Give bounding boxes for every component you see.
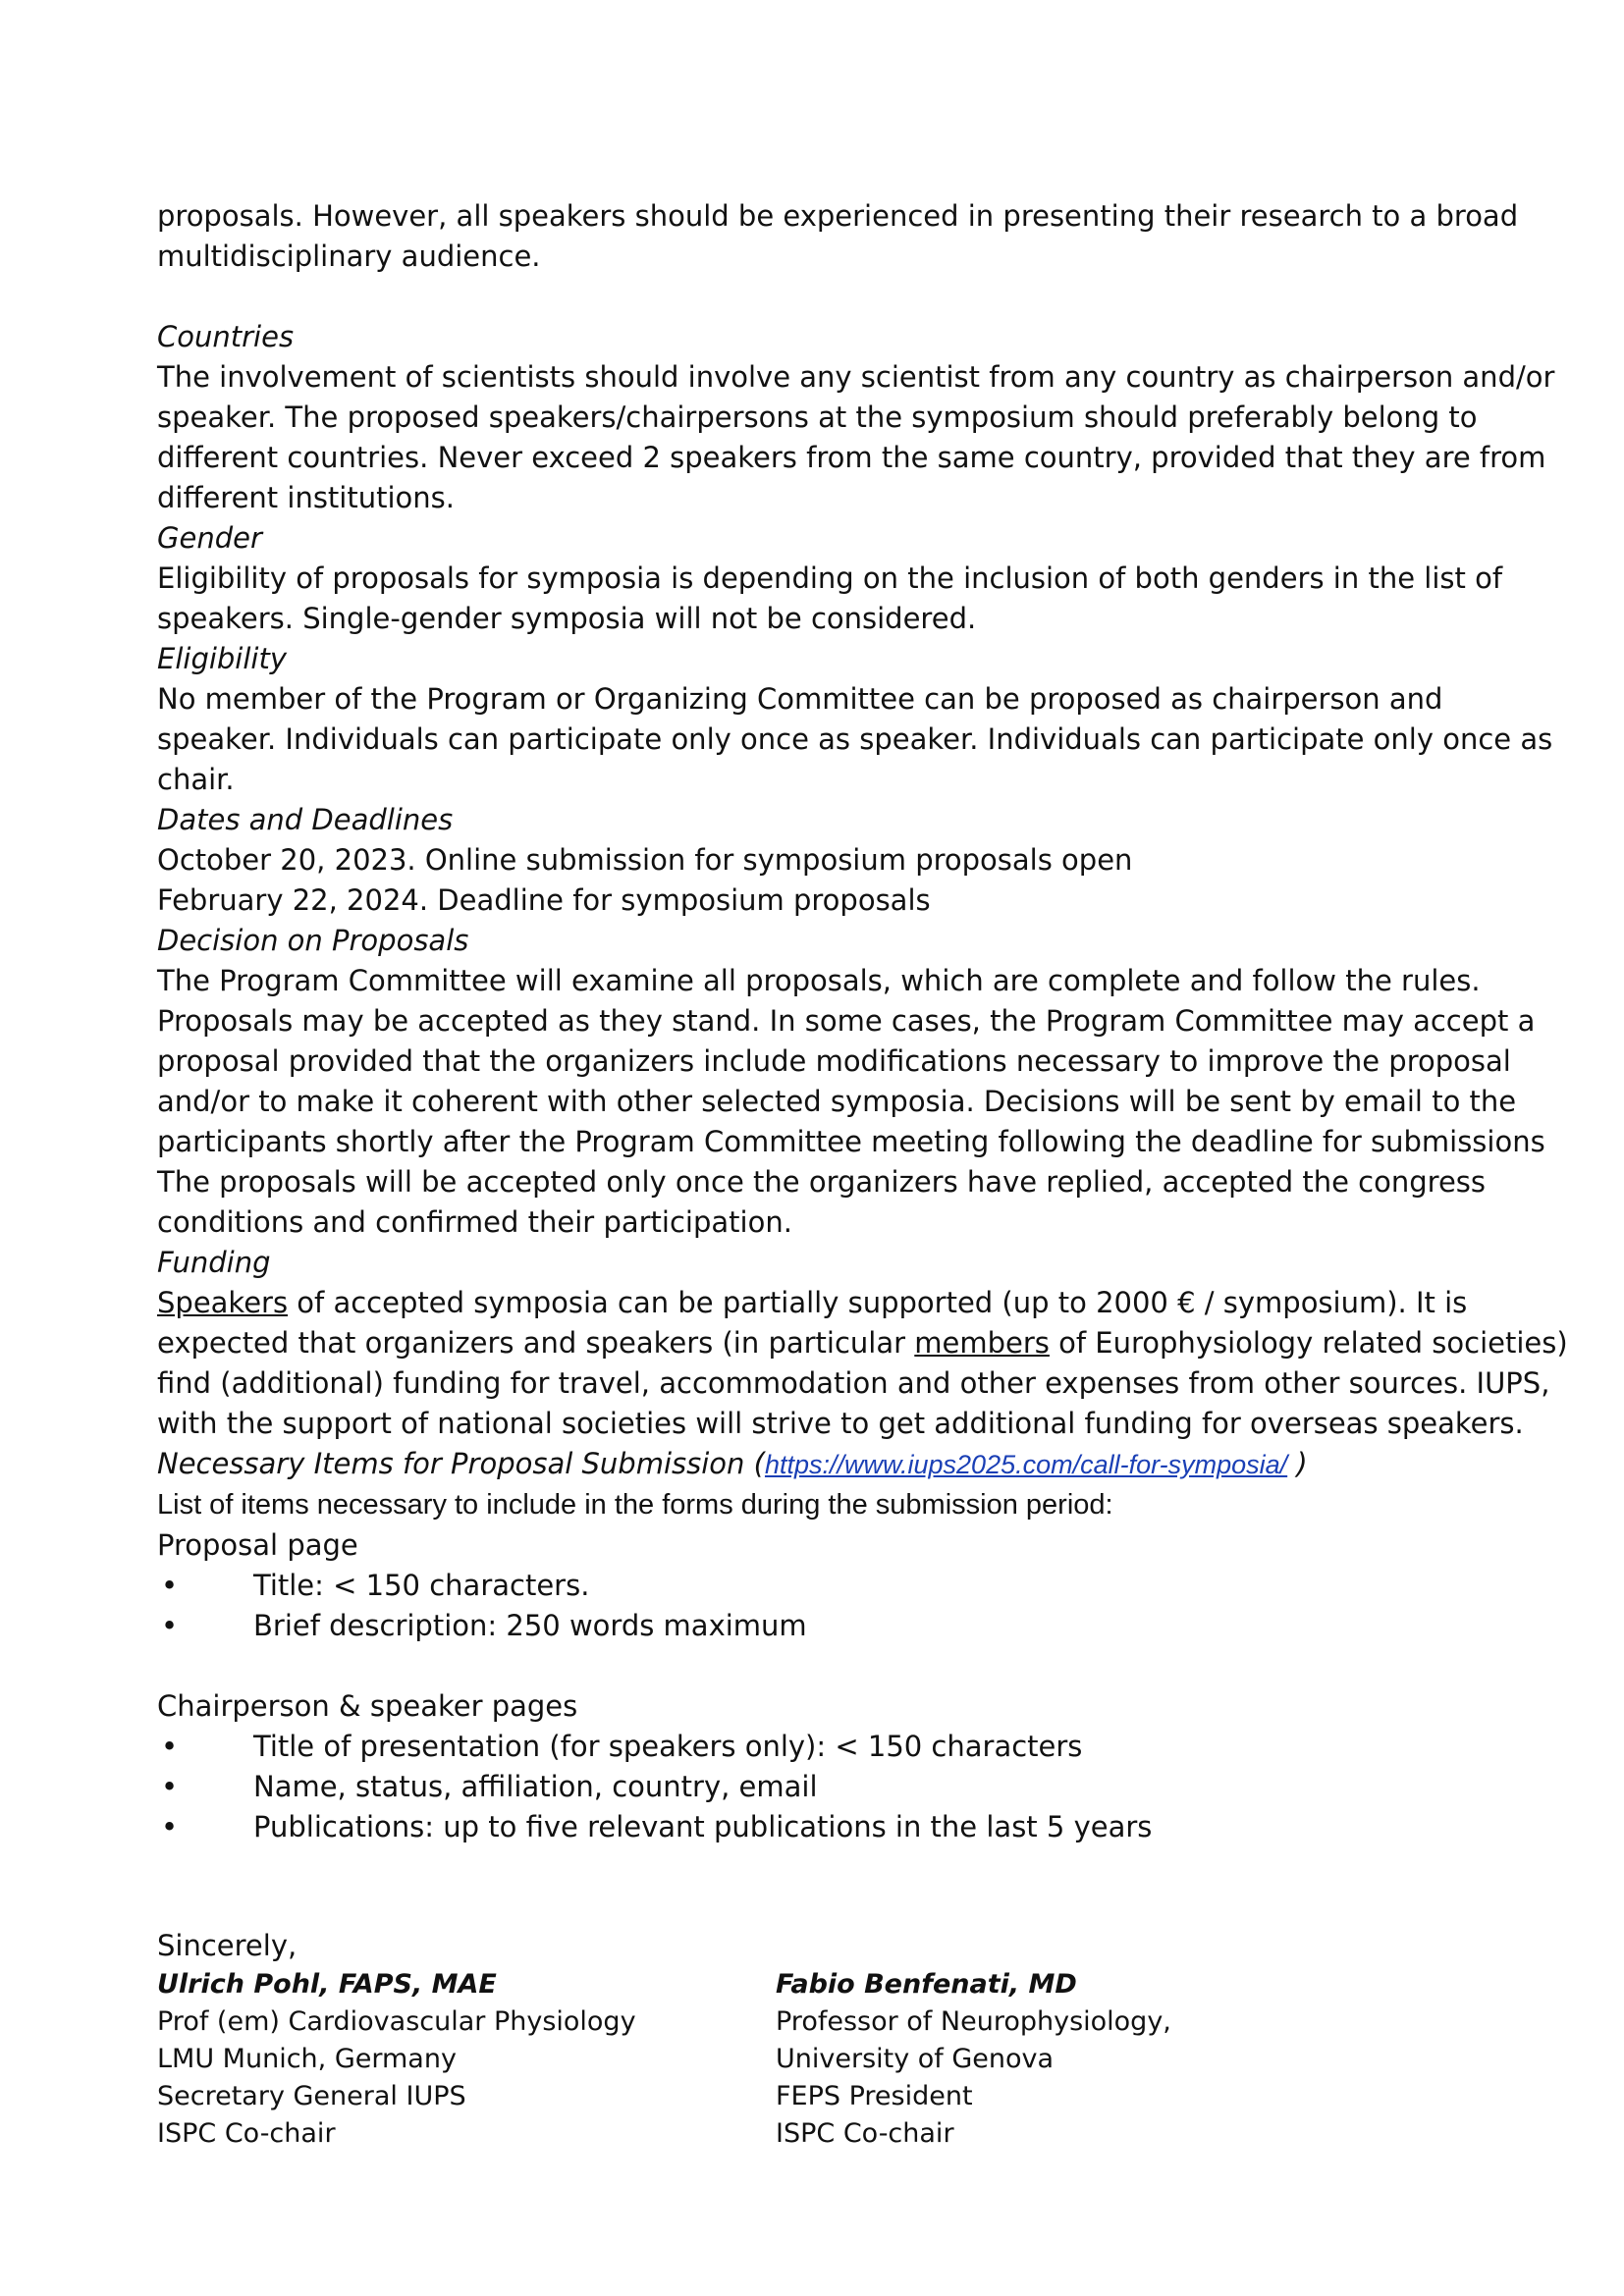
- signatory-title: ISPC Co-chair: [157, 2118, 336, 2149]
- signatory-title: Professor of Neurophysiology,: [776, 2006, 1171, 2037]
- proposal-page-label: Proposal page: [157, 1528, 358, 1562]
- funding-line: with the support of national societies will strive to get additional funding for overseas speakers.: [157, 1407, 1524, 1440]
- signatory-name: Fabio Benfenati, MD: [776, 1969, 1077, 2000]
- list-item: • Title: < 150 characters.: [157, 1566, 1492, 1606]
- eligibility-line: speaker. Individuals can participate only once as speaker. Individuals can participate only once as: [157, 722, 1553, 756]
- eligibility-line: No member of the Program or Organizing Committee can be proposed as chairperson and: [157, 682, 1443, 716]
- signatory-title: University of Genova: [776, 2044, 1055, 2074]
- decision-line: The Program Committee will examine all proposals, which are complete and follow the rules.: [157, 964, 1481, 997]
- list-item: • Title of presentation (for speakers only): < 150 characters: [157, 1727, 1492, 1767]
- dates-line: February 22, 2024. Deadline for symposium proposals: [157, 883, 931, 917]
- decision-line: Proposals may be accepted as they stand. In some cases, the Program Committee may accept a: [157, 1004, 1536, 1038]
- intro-line: multidisciplinary audience.: [157, 240, 541, 273]
- decision-line: The proposals will be accepted only once the organizers have replied, accepted the congress: [157, 1165, 1487, 1199]
- speakers-underlined: Speakers: [157, 1286, 289, 1319]
- signatory-title: LMU Munich, Germany: [157, 2044, 457, 2074]
- decision-line: conditions and confirmed their participation.: [157, 1205, 792, 1239]
- gender-line: speakers. Single-gender symposia will not be considered.: [157, 602, 977, 635]
- members-underlined: members: [914, 1326, 1050, 1360]
- signatory-title: ISPC Co-chair: [776, 2118, 954, 2149]
- signature-block: [157, 1926, 1492, 2153]
- call-for-symposia-link[interactable]: https://www.iups2025.com/call-for-symposia/: [764, 1450, 1288, 1479]
- chair-page-label: Chairperson & speaker pages: [157, 1689, 578, 1723]
- document-body: [157, 196, 1568, 1847]
- section-heading-gender: Gender: [157, 521, 262, 555]
- funding-line: expected that organizers and speakers (in particular members of Europhysiology related societies): [157, 1326, 1568, 1360]
- items-intro: List of items necessary to include in the forms during the submission period:: [157, 1489, 1113, 1521]
- countries-line: different institutions.: [157, 481, 455, 514]
- section-heading-countries: Countries: [157, 320, 295, 353]
- bullet-icon: •: [161, 1770, 179, 1803]
- bullet-icon: •: [161, 1730, 179, 1763]
- signatory-name: Ulrich Pohl, FAPS, MAE: [157, 1969, 497, 2000]
- countries-line: speaker. The proposed speakers/chairpersons at the symposium should preferably belong to: [157, 400, 1478, 434]
- section-heading-items: Necessary Items for Proposal Submission (https://www.iups2025.com/call-for-symposia/ ): [157, 1447, 1308, 1480]
- section-heading-dates: Dates and Deadlines: [157, 803, 454, 836]
- bullet-icon: •: [161, 1569, 179, 1602]
- eligibility-line: chair.: [157, 763, 235, 796]
- funding-line: find (additional) funding for travel, accommodation and other expenses from other sources. IUPS,: [157, 1366, 1550, 1400]
- bullet-icon: •: [161, 1609, 179, 1642]
- signatory-left: [157, 1966, 776, 2153]
- decision-line: proposal provided that the organizers include modifications necessary to improve the proposal: [157, 1044, 1511, 1078]
- section-heading-funding: Funding: [157, 1246, 271, 1279]
- signatory-title: FEPS President: [776, 2081, 973, 2111]
- signatory-title: Secretary General IUPS: [157, 2081, 466, 2111]
- signatory-right: [776, 1966, 1394, 2153]
- countries-line: different countries. Never exceed 2 speakers from the same country, provided that they are from: [157, 441, 1546, 474]
- bullet-icon: •: [161, 1810, 179, 1843]
- list-item: • Brief description: 250 words maximum: [157, 1606, 1492, 1646]
- list-item: • Publications: up to five relevant publications in the last 5 years: [157, 1807, 1492, 1847]
- gender-line: Eligibility of proposals for symposia is depending on the inclusion of both genders in the list of: [157, 561, 1503, 595]
- list-item: • Name, status, affiliation, country, email: [157, 1767, 1492, 1807]
- countries-line: The involvement of scientists should involve any scientist from any country as chairperson and/or: [157, 360, 1555, 394]
- intro-line: proposals. However, all speakers should be experienced in presenting their research to a broad: [157, 199, 1519, 233]
- signatory-title: Prof (em) Cardiovascular Physiology: [157, 2006, 636, 2037]
- section-heading-eligibility: Eligibility: [157, 642, 288, 675]
- dates-line: October 20, 2023. Online submission for symposium proposals open: [157, 843, 1133, 877]
- decision-line: participants shortly after the Program Committee meeting following the deadline for submissions: [157, 1125, 1545, 1158]
- closing: Sincerely,: [157, 1929, 298, 1962]
- decision-line: and/or to make it coherent with other selected symposia. Decisions will be sent by email to the: [157, 1085, 1517, 1118]
- section-heading-decision: Decision on Proposals: [157, 924, 469, 957]
- funding-line: Speakers of accepted symposia can be partially supported (up to 2000 € / symposium). It is: [157, 1286, 1468, 1319]
